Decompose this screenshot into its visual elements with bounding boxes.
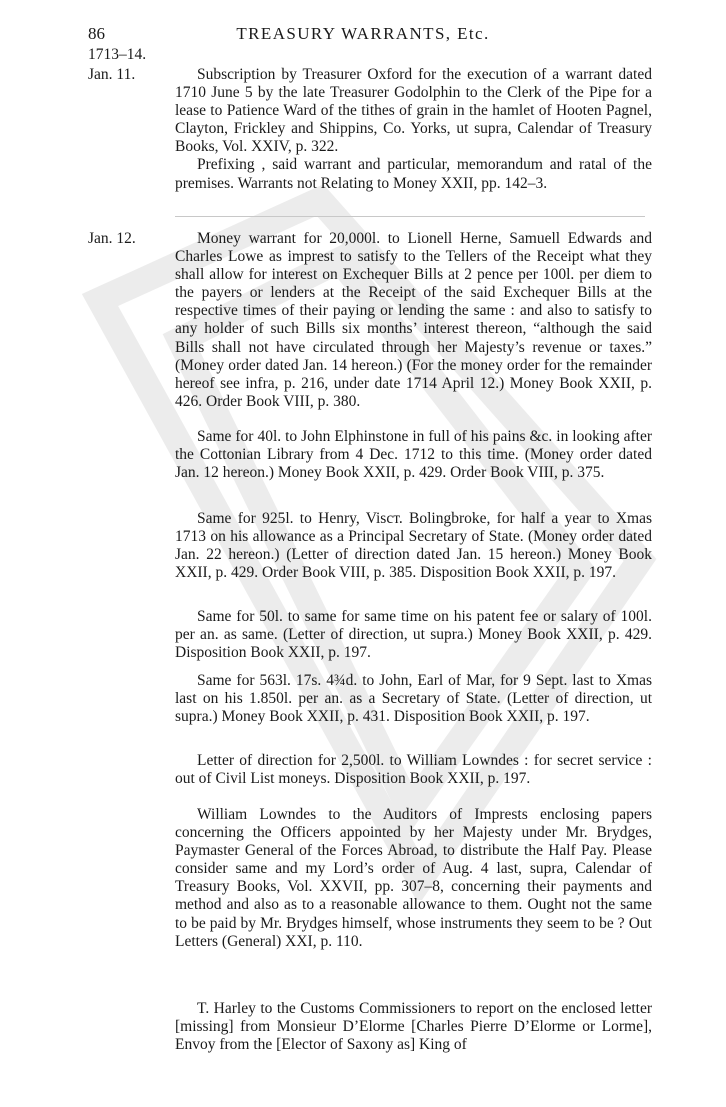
- entry-paragraph: Subscription by Treasurer Oxford for the execution of a warrant dated 1710 June 5 by the late Treasurer Godolphin to the Clerk of the Pipe for a lease to Patience Ward of the tithes of grain in the hamlet of Hooten Pagnel, Clayton, Frickley and Shippins, Co. Yorks, ut supra, Calendar of Treasury Books, Vol. XXIV, p. 322.: [175, 66, 652, 156]
- entry-paragraph: Letter of direction for 2,500l. to William Lowndes : for secret service : out of Civil List moneys. Disposition Book XXII, p. 197.: [175, 752, 652, 788]
- page-number: 86: [88, 24, 105, 43]
- entry-paragraph: Same for 40l. to John Elphinstone in full of his pains &c. in looking after the Cottonian Library from 4 Dec. 1712 to this time. (Money order dated Jan. 12 hereon.) Money Book XXII, p. 429. Order Book VIII, p. 375.: [175, 428, 652, 482]
- entry-elphinstone: [175, 428, 652, 482]
- entry-auditors-of-imprests: [175, 806, 652, 951]
- entry-customs-commissioners: [175, 1000, 652, 1054]
- section-divider: [175, 216, 645, 217]
- entry-jan-11: [175, 66, 652, 193]
- entry-paragraph: Same for 563l. 17s. 4¾d. to John, Earl of Mar, for 9 Sept. last to Xmas last on his 1.850l. per an. as a Secretary of State. (Letter of direction, ut supra.) Money Book XXII, p. 431. Disposition Book XXII, p. 197.: [175, 672, 652, 726]
- entry-paragraph: Same for 50l. to same for same time on his patent fee or salary of 100l. per an. as same. (Letter of direction, ut supra.) Money Book XXII, p. 429. Disposition Book XXII, p. 197.: [175, 608, 652, 662]
- entry-patent-fee: [175, 608, 652, 662]
- entry-paragraph: Money warrant for 20,000l. to Lionell Herne, Samuell Edwards and Charles Lowe as imprest to satisfy to the Tellers of the Receipt what they shall allow for interest on Exchequer Bills at 2 pence per 100l. per diem to the payers or lenders at the Receipt of the said Exchequer Bills at the respective times of their paying or lending the same : and also to satisfy to any holder of such Bills six months’ interest thereon, “although the said Bills shall not have circulated through her Majesty’s revenue or taxes.” (Money order dated Jan. 14 hereon.) (For the money order for the remainder hereof see infra, p. 216, under date 1714 April 12.) Money Book XXII, p. 426. Order Book VIII, p. 380.: [175, 230, 652, 410]
- entry-date: Jan. 11.: [88, 66, 136, 83]
- entry-earl-of-mar: [175, 672, 652, 726]
- entry-paragraph: William Lowndes to the Auditors of Imprests enclosing papers concerning the Officers appointed by her Majesty under Mr. Brydges, Paymaster General of the Forces Abroad, to distribute the Half Pay. Please consider same and my Lord’s order of Aug. 4 last, supra, Calendar of Treasury Books, Vol. XXVII, pp. 307–8, concerning their payments and method and also as to a reasonable allowance to them. Ought not the same to be paid by Mr. Brydges himself, whose instruments they seem to be ? Out Letters (General) XXI, p. 110.: [175, 806, 652, 950]
- year-label: 1713–14.: [88, 46, 147, 63]
- entry-lowndes-secret-service: [175, 752, 652, 788]
- running-title: TREASURY WARRANTS, Etc.: [236, 24, 490, 43]
- entry-paragraph: Same for 925l. to Henry, Viscт. Bolingbroke, for half a year to Xmas 1713 on his allowance as a Principal Secretary of State. (Money order dated Jan. 22 hereon.) (Letter of direction dated Jan. 15 hereon.) Money Book XXII, p. 429. Order Book VIII, p. 385. Disposition Book XXII, p. 197.: [175, 510, 652, 582]
- entry-paragraph: Prefixing , said warrant and particular, memorandum and ratal of the premises. Warrants not Relating to Money XXII, pp. 142–3.: [175, 156, 652, 192]
- entry-paragraph: T. Harley to the Customs Commissioners to report on the enclosed letter [missing] from Monsieur D’Elorme [Charles Pierre D’Elorme or Lorme], Envoy from the [Elector of Saxony as] King of: [175, 1000, 652, 1054]
- entry-jan-12: [175, 230, 652, 411]
- entry-bolingbroke: [175, 510, 652, 582]
- entry-date: Jan. 12.: [88, 230, 136, 247]
